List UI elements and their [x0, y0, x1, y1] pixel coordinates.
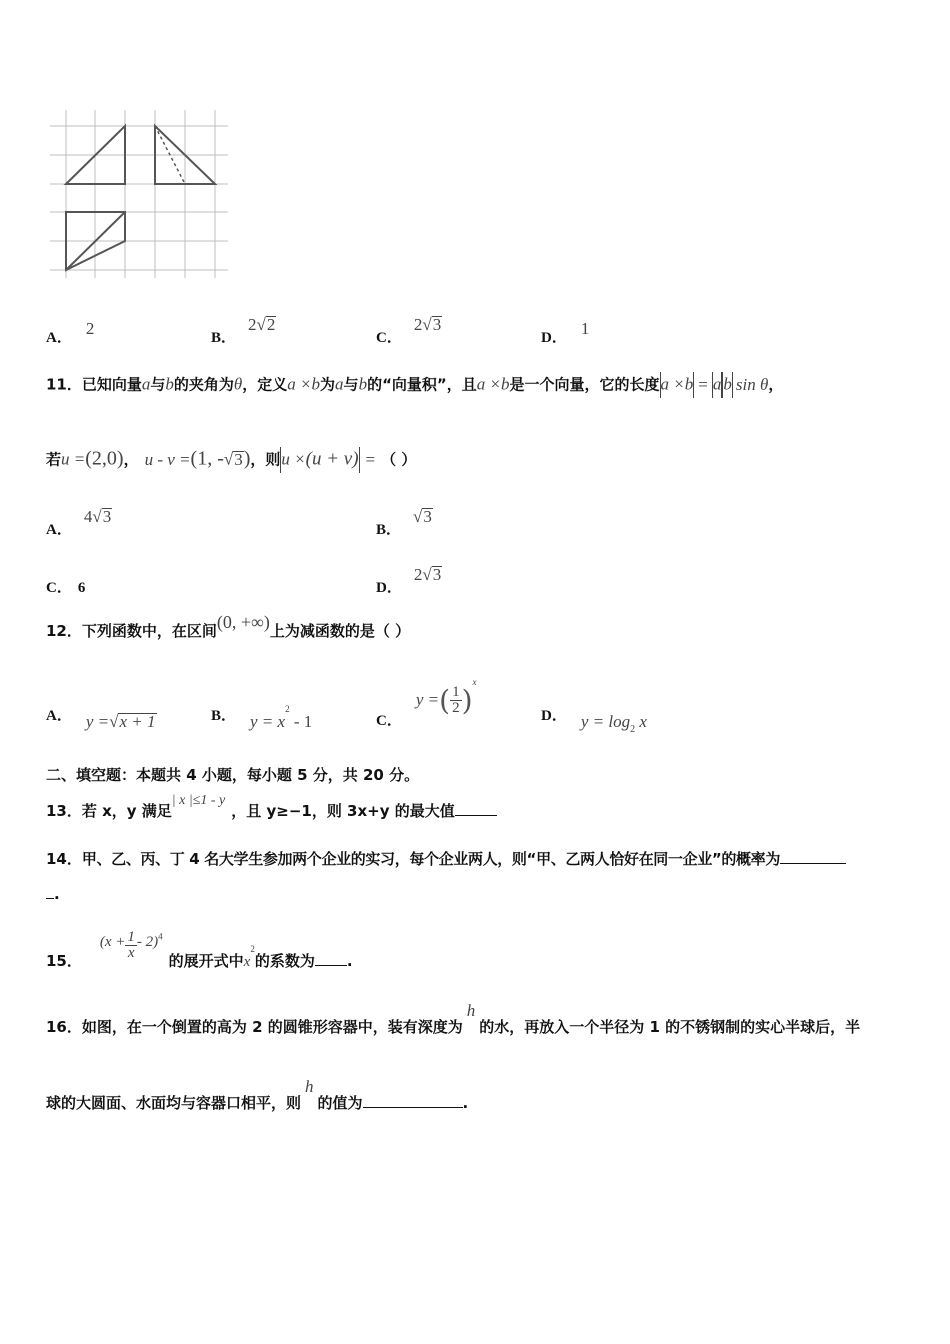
- q11-option-c[interactable]: [46, 576, 85, 597]
- option-lhs: y =: [415, 690, 440, 709]
- answer-blank[interactable]: [455, 801, 497, 816]
- condition: | x |≤1 - y: [171, 793, 226, 808]
- q10-option-d[interactable]: [541, 318, 590, 346]
- vector-b: b: [358, 374, 368, 394]
- option-lhs: y = log: [580, 712, 631, 731]
- q14-text: 甲、乙、丙、丁 4 名大学生参加两个企业的实习，每个企业两人，则“甲、乙两人恰好在同一企业”的概率为: [81, 850, 780, 868]
- expr-exponent: 4: [158, 931, 163, 942]
- q10-option-c[interactable]: [376, 314, 442, 346]
- option-value: 6: [77, 580, 86, 596]
- q16-text: 如图，在一个倒置的高为 2 的圆锥形容器中，装有深度为: [81, 1018, 463, 1036]
- question-number: 13．: [46, 802, 82, 820]
- u-minus-v: u - v =: [144, 449, 191, 469]
- option-value-radicand: 3: [432, 565, 442, 584]
- q13-stem: [46, 793, 497, 821]
- x-power: x: [243, 954, 251, 970]
- answer-blank[interactable]: [780, 849, 846, 864]
- answer-paren: （ ）: [381, 450, 417, 469]
- answer-blank[interactable]: [315, 951, 347, 966]
- paren-open: (: [439, 684, 451, 717]
- q15-text: 的系数为: [254, 952, 315, 970]
- q16-stem-line2: [46, 1076, 469, 1112]
- sqrt-sign: √: [422, 315, 432, 334]
- option-label: D．: [541, 330, 567, 346]
- option-label: B．: [211, 330, 237, 346]
- frac-denominator: 2: [452, 700, 460, 716]
- option-lhs: y =: [85, 712, 110, 731]
- q11-text: 的夹角为: [173, 375, 234, 394]
- q15-stem: [46, 926, 353, 970]
- abs-bar: [693, 372, 694, 398]
- q16-stem-line1: [46, 1000, 861, 1036]
- vector-a: a: [141, 374, 151, 394]
- frac-denominator: x: [127, 945, 135, 961]
- option-label: C．: [376, 713, 402, 729]
- expr-tail: - 2): [136, 934, 159, 950]
- q12-option-d[interactable]: [541, 704, 647, 736]
- sqrt-sign: √: [223, 449, 234, 469]
- abs-bar: [732, 372, 733, 398]
- q15-text: 的展开式中: [168, 952, 244, 970]
- length-a: a: [712, 374, 722, 394]
- angle-theta: θ: [233, 374, 243, 394]
- q12-text: 下列函数中，在区间: [81, 622, 217, 640]
- option-value: 2: [85, 319, 95, 338]
- q11-text: 已知向量: [81, 375, 142, 394]
- umv-radicand: 3: [234, 449, 243, 469]
- cross-product: a ×b: [287, 374, 321, 394]
- x-exponent: 2: [250, 943, 255, 954]
- option-exponent: x: [472, 676, 477, 687]
- option-value-coef: 4: [83, 507, 93, 526]
- option-label: B．: [211, 708, 237, 724]
- depth-h: h: [466, 1001, 476, 1020]
- grid-lines: [50, 110, 228, 278]
- depth-h: h: [305, 1077, 314, 1096]
- q11-text: 的“向量积”，且: [367, 375, 477, 394]
- frac-numerator: 1: [127, 929, 135, 945]
- q16-text: 球的大圆面、水面均与容器口相平，则: [46, 1094, 302, 1112]
- q12-option-c[interactable]: [376, 676, 477, 729]
- option-label: D．: [541, 708, 567, 724]
- option-value-coef: 2: [413, 315, 423, 334]
- q11-text: 为: [320, 375, 336, 394]
- q11-text: ，: [768, 375, 784, 394]
- q11-text: ，则: [250, 450, 281, 469]
- option-label: A．: [46, 330, 72, 346]
- option-value-coef: 2: [248, 315, 257, 334]
- cross-product: a ×b: [476, 374, 510, 394]
- option-exponent: 2: [285, 703, 290, 714]
- vector-u: u =: [61, 449, 86, 469]
- q10-option-b[interactable]: [211, 314, 276, 346]
- umv-value-open: (1, -: [190, 447, 224, 470]
- sqrt-sign: √: [413, 507, 423, 526]
- period: .: [462, 1094, 469, 1112]
- frac-numerator: 1: [452, 684, 460, 700]
- vector-a: a: [335, 374, 344, 394]
- section-heading: 二、填空题：本题共 4 小题，每小题 5 分，共 20 分。: [46, 766, 420, 784]
- option-label: B．: [376, 522, 402, 538]
- q10-option-a[interactable]: [46, 318, 95, 346]
- q12-text: 上为减函数的是（ ）: [269, 622, 411, 640]
- length-b: b: [723, 374, 732, 394]
- option-label: A．: [46, 708, 72, 724]
- option-label: C．: [376, 330, 402, 346]
- q16-text: 的水，再放入一个半径为 1 的不锈钢制的实心半球后，半: [479, 1018, 861, 1036]
- expr-open: (x +: [99, 934, 126, 950]
- interval: (0, +∞): [216, 612, 270, 632]
- q11-text: ，定义: [242, 375, 288, 394]
- q12-stem: [46, 612, 411, 641]
- question-number: 14．: [46, 850, 82, 868]
- q14-stem: [46, 848, 846, 869]
- q11-text: ，: [123, 450, 139, 469]
- q12-option-a[interactable]: [46, 704, 157, 731]
- question-number: 15．: [46, 952, 82, 970]
- answer-blank[interactable]: [363, 1093, 463, 1108]
- length-lhs: a ×b: [660, 374, 694, 394]
- option-tail: x: [635, 712, 647, 731]
- question-number: 16．: [46, 1018, 82, 1036]
- equals-sign: =: [698, 374, 708, 394]
- expr-u-plus-v: (u + v): [305, 448, 359, 470]
- sqrt-sign: √: [92, 507, 102, 526]
- u-value: (2,0): [85, 447, 124, 470]
- q11-stem-line1: [46, 372, 783, 398]
- q13-text: ，且 y≥−1，则 3x+y 的最大值: [231, 802, 455, 820]
- fraction: [125, 930, 137, 961]
- q11-option-b[interactable]: [376, 506, 433, 538]
- abs-bar: [359, 447, 360, 473]
- option-lhs: y = x: [250, 712, 286, 731]
- q11-option-d[interactable]: [376, 564, 442, 596]
- sin-theta: sin θ: [735, 374, 769, 394]
- q11-text: 若: [46, 450, 62, 469]
- option-label: D．: [376, 580, 402, 596]
- question-number: 11．: [46, 375, 82, 394]
- q11-text: 与: [150, 375, 166, 394]
- q11-text: 与: [343, 375, 359, 394]
- sqrt-sign: √: [109, 712, 119, 731]
- option-value-radicand: 3: [432, 315, 442, 334]
- vector-b: b: [165, 374, 174, 394]
- q14-stem-cont: [46, 884, 60, 903]
- q11-text: 是一个向量，它的长度: [509, 375, 660, 394]
- period: .: [346, 952, 353, 970]
- fraction: [450, 685, 462, 716]
- q11-option-a[interactable]: [46, 506, 112, 538]
- equals-sign: =: [365, 449, 376, 469]
- option-value-radicand: 2: [266, 315, 276, 334]
- answer-blank-cont[interactable]: [46, 884, 54, 899]
- q12-option-b[interactable]: [211, 703, 313, 731]
- sqrt-sign: √: [256, 315, 266, 334]
- option-tail: - 1: [289, 712, 313, 731]
- option-value-coef: 2: [413, 565, 423, 584]
- option-label: C．: [46, 580, 72, 596]
- paren-close: ): [461, 684, 473, 717]
- umv-value-close: ): [243, 447, 251, 470]
- option-value-radicand: 3: [423, 507, 432, 526]
- option-radicand: x + 1: [119, 712, 156, 731]
- q13-text: 若 x，y 满足: [81, 802, 172, 820]
- log-base: 2: [630, 724, 636, 736]
- period: .: [54, 885, 60, 903]
- option-label: A．: [46, 522, 72, 538]
- sqrt-sign: √: [422, 565, 432, 584]
- three-view-figure: [48, 108, 232, 282]
- option-value: 1: [580, 319, 590, 338]
- q16-text: 的值为: [317, 1094, 363, 1112]
- question-number: 12．: [46, 622, 82, 640]
- option-value-radicand: 3: [102, 507, 112, 526]
- expr-u: u ×: [281, 449, 306, 469]
- q11-stem-line2: [46, 447, 416, 473]
